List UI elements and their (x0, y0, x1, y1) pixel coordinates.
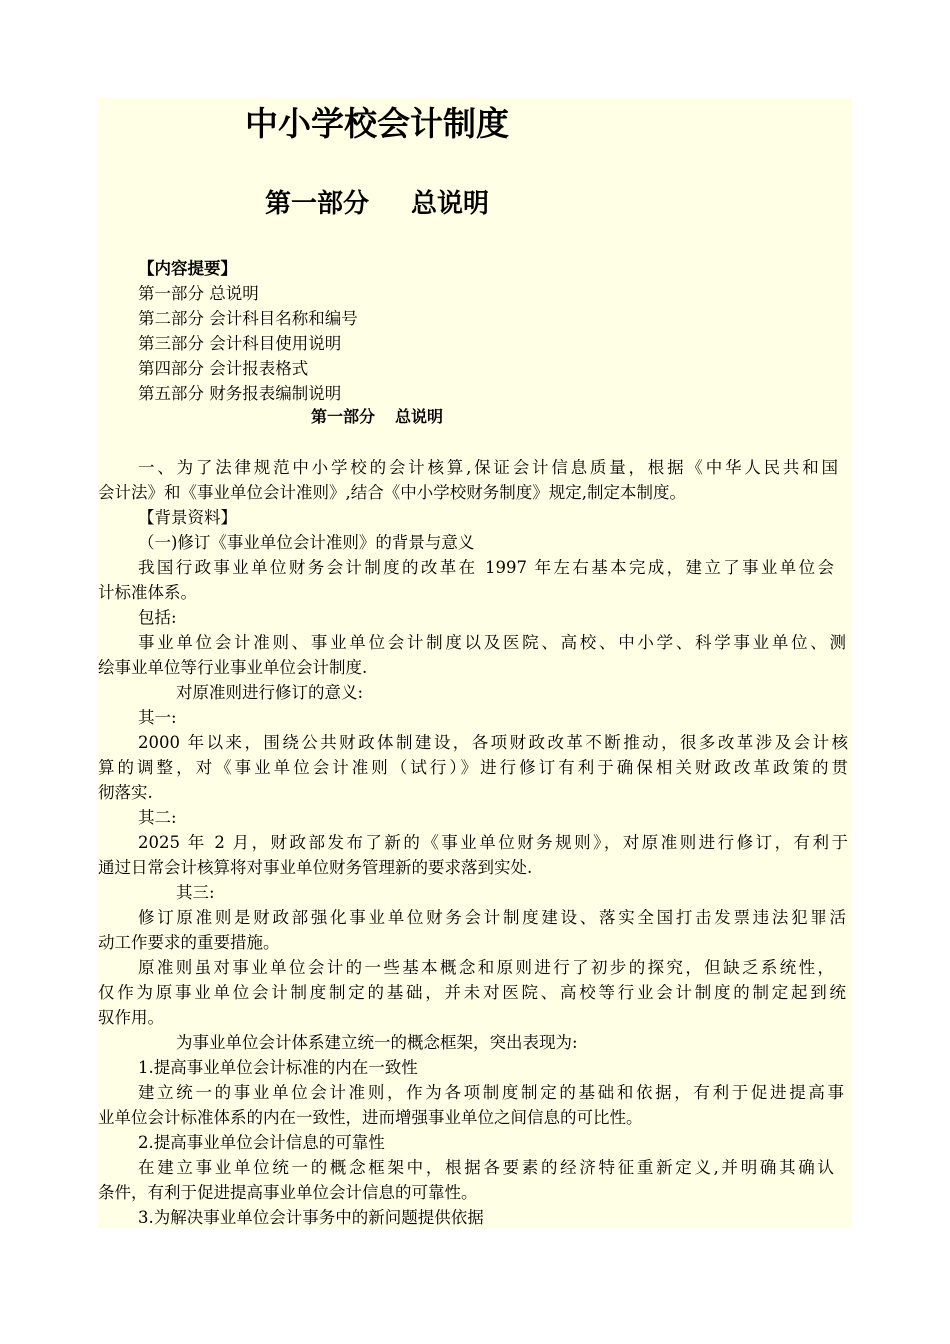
paragraph-line: 修订原准则是财政部强化事业单位财务会计制度建设、落实全国打击发票违法犯罪活 (138, 908, 846, 927)
paragraph-line: 算的调整，对《事业单位会计准则（试行）》进行修订有利于确保相关财政改革政策的贯 (98, 758, 848, 777)
toc-item: 第四部分 会计报表格式 (138, 359, 309, 378)
third-label: 其三: (176, 883, 215, 902)
toc-item: 第三部分 会计科目使用说明 (138, 334, 342, 353)
include-label: 包括: (138, 608, 177, 627)
part-heading-number: 第一部分 (264, 189, 369, 219)
toc-item: 第五部分 财务报表编制说明 (138, 384, 342, 403)
section-heading-number: 第一部分 (310, 407, 375, 426)
revision-heading: （一)修订《事业单位会计准则》的背景与意义 (138, 533, 475, 552)
paragraph-line: 动工作要求的重要措施。 (98, 933, 280, 952)
paragraph-line: 会计法》和《事业单位会计准则》,结合《中小学校财务制度》规定,制定本制度。 (98, 483, 686, 502)
paragraph-line: 驭作用。 (98, 1008, 164, 1027)
paragraph-line: 通过日常会计核算将对事业单位财务管理新的要求落到实处. (98, 858, 533, 877)
toc-label: 【内容提要】 (138, 259, 237, 278)
paragraph-line: 计标准体系。 (98, 583, 197, 602)
background-label: 【背景资料】 (138, 508, 237, 527)
section-heading-name: 总说明 (395, 407, 444, 426)
paragraph-line: 一、为了法律规范中小学校的会计核算,保证会计信息质量，根据《中华人民共和国 (138, 458, 838, 477)
first-label: 其一: (138, 708, 177, 727)
paragraph-line: 我国行政事业单位财务会计制度的改革在 1997 年左右基本完成，建立了事业单位会 (138, 558, 834, 577)
document-title: 中小学校会计制度 (245, 104, 509, 143)
toc-item: 第二部分 会计科目名称和编号 (138, 309, 358, 328)
paragraph-line: 条件，有利于促进提高事业单位会计信息的可靠性。 (98, 1183, 478, 1202)
part-heading (0, 186, 754, 222)
toc-item: 第一部分 总说明 (138, 284, 259, 303)
paragraph-line: 为事业单位会计体系建立统一的概念框架，突出表现为: (176, 1033, 578, 1052)
list-item-heading: 3.为解决事业单位会计事务中的新问题提供依据 (138, 1208, 484, 1227)
paragraph-line: 2025 年 2 月，财政部发布了新的《事业单位财务规则》，对原准则进行修订，有利于 (138, 833, 848, 852)
section-heading (0, 405, 754, 429)
paragraph-line: 绘事业单位等行业事业单位会计制度. (98, 658, 368, 677)
paragraph-line: 事业单位会计准则、事业单位会计制度以及医院、高校、中小学、科学事业单位、测 (138, 633, 846, 652)
second-label: 其二: (138, 808, 177, 827)
paragraph-line: 仅作为原事业单位会计制度制定的基础，并未对医院、高校等行业会计制度的制定起到统 (98, 983, 846, 1002)
paragraph-line: 业单位会计标准体系的内在一致性，进而增强事业单位之间信息的可比性。 (98, 1108, 643, 1127)
paragraph-line: 在建立事业单位统一的概念框架中，根据各要素的经济特征重新定义,并明确其确认 (138, 1158, 834, 1177)
significance-label: 对原准则进行修订的意义: (176, 683, 364, 702)
paragraph-line: 原准则虽对事业单位会计的一些基本概念和原则进行了初步的探究，但缺乏系统性， (138, 958, 834, 977)
list-item-heading: 2.提高事业单位会计信息的可靠性 (138, 1133, 385, 1152)
paragraph-line: 2000 年以来，围绕公共财政体制建设，各项财政改革不断推动，很多改革涉及会计核 (138, 733, 848, 752)
paragraph-line: 建立统一的事业单位会计准则，作为各项制度制定的基础和依据，有利于促进提高事 (138, 1083, 844, 1102)
paragraph-line: 彻落实. (98, 783, 153, 802)
part-heading-name: 总说明 (411, 189, 490, 219)
list-item-heading: 1.提高事业单位会计标准的内在一致性 (138, 1058, 418, 1077)
